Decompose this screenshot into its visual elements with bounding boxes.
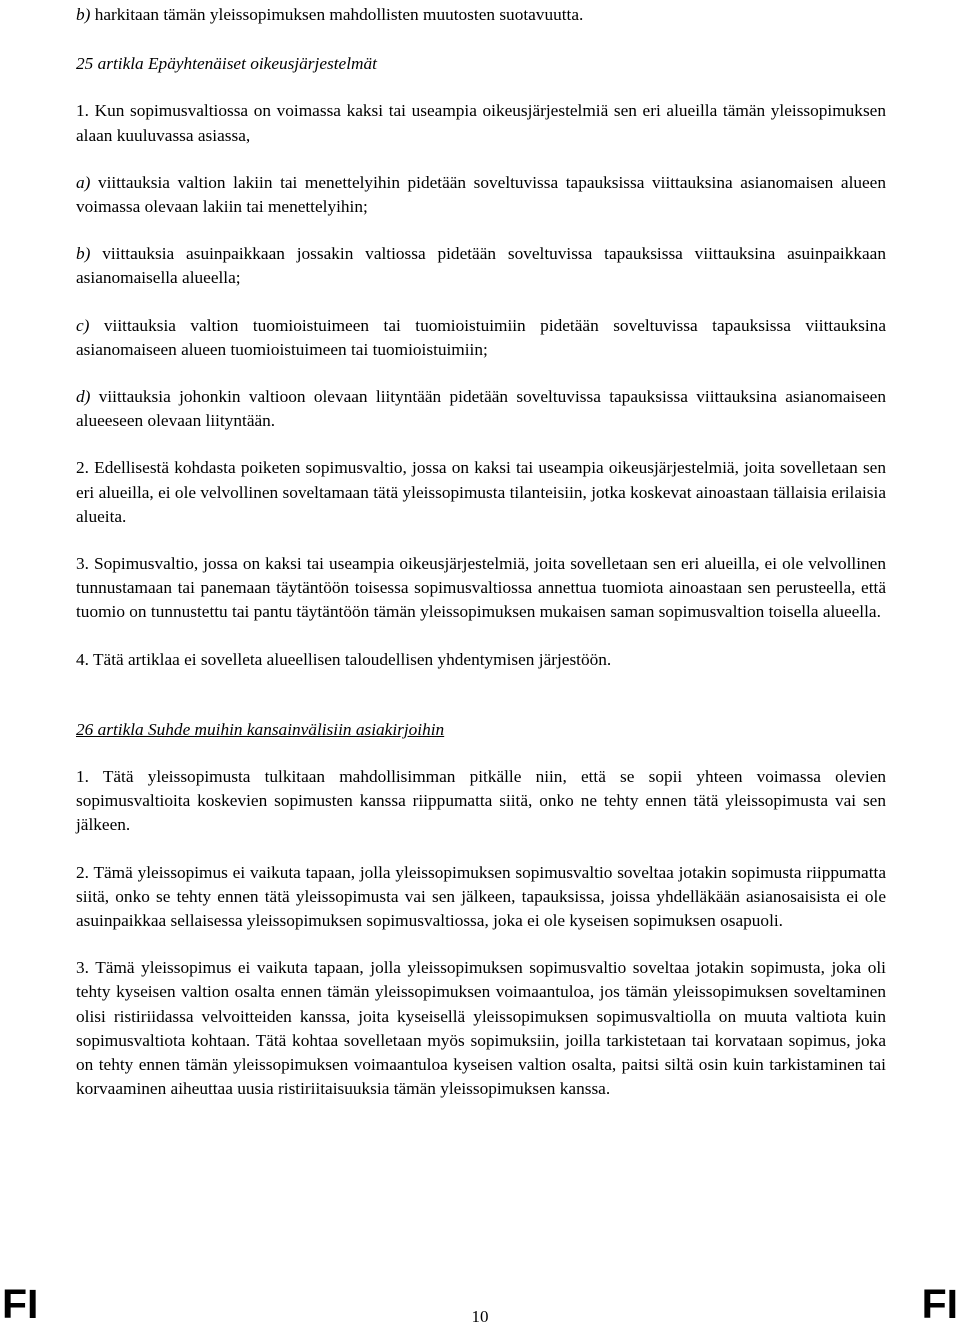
item-label: a): [76, 172, 91, 192]
language-code-left: FI: [2, 1281, 39, 1327]
article-25-item-b: [76, 242, 886, 290]
article-26-heading: 26 artikla Suhde muihin kansainvälisiin asiakirjoihin: [76, 719, 445, 739]
article-25-paragraph-2: 2. Edellisestä kohdasta poiketen sopimusvaltio, jossa on kaksi tai useampia oikeusjärjestelmiä, joita sovelletaan sen eri alueilla, ei ole velvollinen soveltamaan tätä yleissopimusta tilanteisiin, jotka koskevat ainoastaan tällaisia erilaisia alueita.: [76, 458, 886, 526]
item-label: b): [76, 5, 91, 24]
item-text: viittauksia asuinpaikkaan jossakin valtiossa pidetään soveltuvissa tapauksissa viittauksina asuinpaikkaan asianomaisella alueella;: [76, 244, 886, 288]
article-25-heading: 25 artikla Epäyhtenäiset oikeusjärjestelmät: [76, 54, 377, 74]
article-25-paragraph-4: 4. Tätä artiklaa ei sovelleta alueellisen taloudellisen yhdentymisen järjestöön.: [76, 649, 612, 669]
article-26-paragraph-1: 1. Tätä yleissopimusta tulkitaan mahdollisimman pitkälle niin, että se sopii yhteen voimassa olevien sopimusvaltioita koskevien sopimusten kanssa riippumatta siitä, onko ne tehty ennen tätä yleissopimusta vai sen jälkeen.: [76, 767, 886, 835]
item-text: viittauksia johonkin valtioon olevaan liityntään pidetään soveltuvissa tapauksissa viittauksina asianomaiseen alueeseen olevaan liityntään.: [76, 387, 886, 431]
page-number: 10: [471, 1307, 489, 1326]
article-25-item-d: [76, 385, 886, 433]
article-25-item-c: [76, 314, 886, 362]
item-text: harkitaan tämän yleissopimuksen mahdollisten muutosten suotavuutta.: [90, 5, 584, 24]
article-25-paragraph-3: 3. Sopimusvaltio, jossa on kaksi tai useampia oikeusjärjestelmiä, joita sovelletaan sen eri alueilla, ei ole velvollinen tunnustamaan tai panemaan täytäntöön toisessa sopimusvaltiossa annettua tuomiota ainoastaan sen perusteella, että tuomio on tunnustettu tai pantu täytäntöön tämän yleissopimuksen mukaisen saman sopimusvaltion toisella alueella.: [76, 554, 886, 622]
item-label: c): [76, 315, 90, 335]
document-body: [76, 0, 886, 1102]
language-code-right: FI: [921, 1281, 958, 1327]
article-26-paragraph-2: 2. Tämä yleissopimus ei vaikuta tapaan, jolla yleissopimuksen sopimusvaltio soveltaa jotakin sopimusta riippumatta siitä, onko se tehty ennen tätä yleissopimusta vai sen jälkeen, tapauksissa, joissa yhdelläkään asianosaisista ei ole asuinpaikkaa sellaisessa yleissopimuksen sopimusvaltiossa, joka ei ole kyseisen sopimuksen osapuoli.: [76, 862, 886, 931]
article-26-paragraph-3: 3. Tämä yleissopimus ei vaikuta tapaan, jolla yleissopimuksen sopimusvaltio soveltaa jotakin sopimusta, joka oli tehty kyseisen valtion osalta ennen tämän yleissopimuksen voimaantuloa, jos tämän yleissopimuksen soveltaminen olisi ristiriidassa velvoitteiden kanssa, joita kyseisellä yleissopimuksen sopimusvaltiolla on muuta valtiota kuin sopimusvaltiota kohtaan. Tätä kohtaa sovelletaan myös sopimuksiin, joilla tarkistetaan tai korvataan sopimus, joka on tehty ennen tämän yleissopimuksen voimaantuloa kyseisen valtion osalta, paitsi siltä osin kuin tarkistaminen tai korvaaminen aiheuttaa uusia ristiriitaisuuksia tämän yleissopimuksen kanssa.: [76, 958, 886, 1099]
item-text: viittauksia valtion lakiin tai menettelyihin pidetään soveltuvissa tapauksissa viittauksina asianomaisen alueen voimassa olevaan lakiin tai menettelyihin;: [76, 172, 886, 217]
item-label: d): [76, 387, 91, 407]
article-25-item-a: [76, 171, 886, 219]
paragraph-b-amendments: [76, 3, 886, 27]
item-label: b): [76, 244, 91, 264]
item-text: viittauksia valtion tuomioistuimeen tai tuomioistuimiin pidetään soveltuvissa tapauksissa viittauksina asianomaiseen alueen tuomioistuimeen tai tuomioistuimiin;: [76, 315, 886, 359]
article-25-paragraph-1: 1. Kun sopimusvaltiossa on voimassa kaksi tai useampia oikeusjärjestelmiä sen eri alueilla tämän yleissopimuksen alaan kuuluvassa asiassa,: [76, 101, 886, 145]
